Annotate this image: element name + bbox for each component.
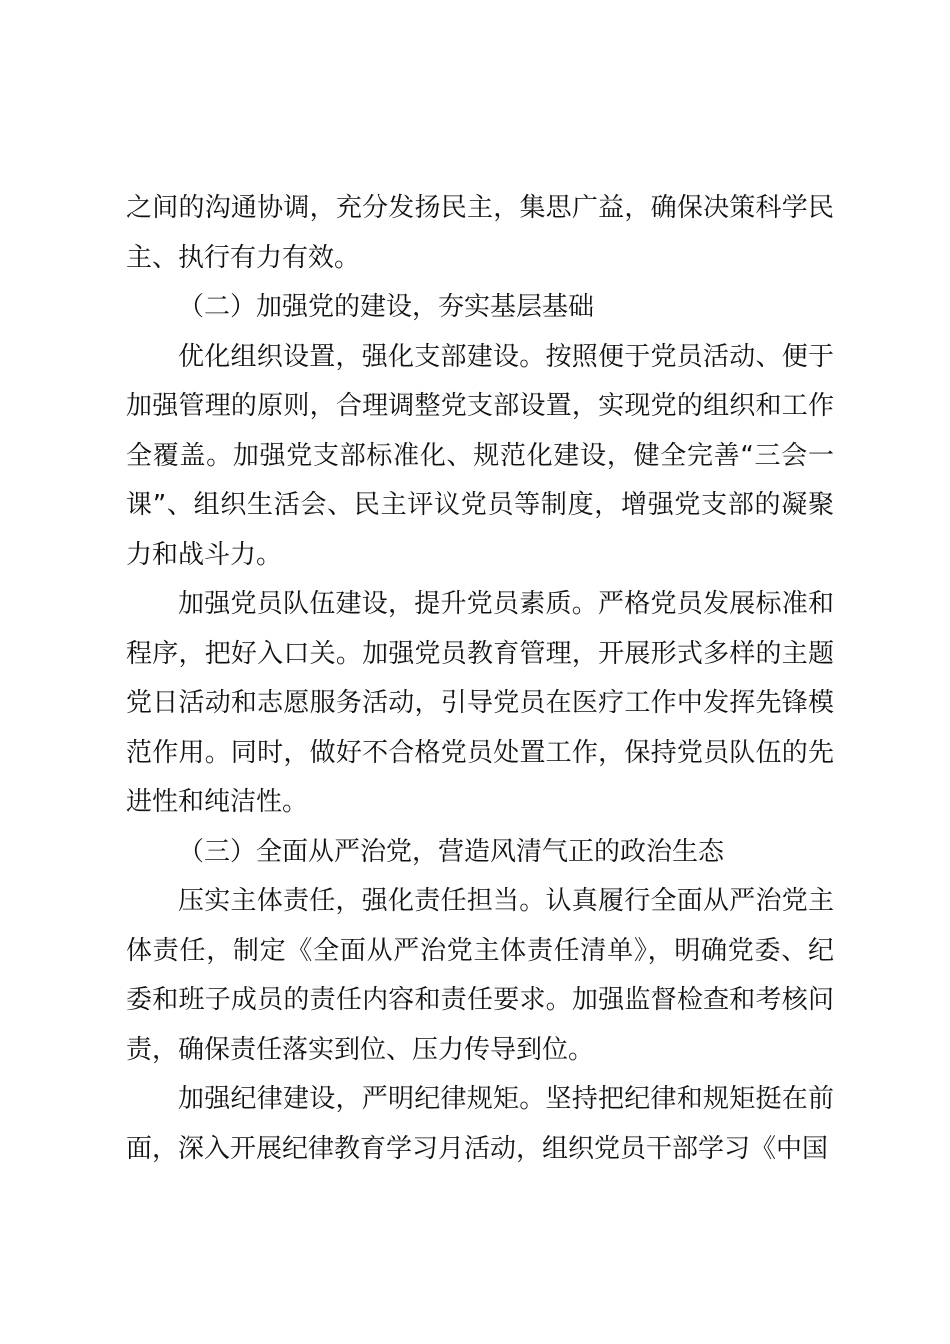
paragraph-continuation: 之间的沟通协调，充分发扬民主，集思广益，确保决策科学民主、执行有力有效。 [126,193,834,273]
section-heading-3: （三）全面从严治党，营造风清气正的政治生态 [178,836,725,867]
paragraph-discipline-building: 加强纪律建设，严明纪律规矩。坚持把纪律和规矩挺在前面，深入开展纪律教育学习月活动，组织党员干部学习《中国 [126,1084,834,1164]
paragraph-party-member-team: 加强党员队伍建设，提升党员素质。严格党员发展标准和程序，把好入口关。加强党员教育管理，开展形式多样的主题党日活动和志愿服务活动，引导党员在医疗工作中发挥先锋模范作用。同时，做好不合格党员处置工作，保持党员队伍的先进性和纯洁性。 [126,589,834,817]
paragraph-main-responsibility: 压实主体责任，强化责任担当。认真履行全面从严治党主体责任，制定《全面从严治党主体责任清单》，明确党委、纪委和班子成员的责任内容和责任要求。加强监督检查和考核问责，确保责任落实到位、压力传导到位。 [126,886,834,1065]
paragraph-organization-setup: 优化组织设置，强化支部建设。按照便于党员活动、便于加强管理的原则，合理调整党支部设置，实现党的组织和工作全覆盖。加强党支部标准化、规范化建设，健全完善“三会一课”、组织生活会、民主评议党员等制度，增强党支部的凝聚力和战斗力。 [126,341,834,570]
document-body [126,184,834,1174]
section-heading-2: （二）加强党的建设，夯实基层基础 [178,292,595,322]
